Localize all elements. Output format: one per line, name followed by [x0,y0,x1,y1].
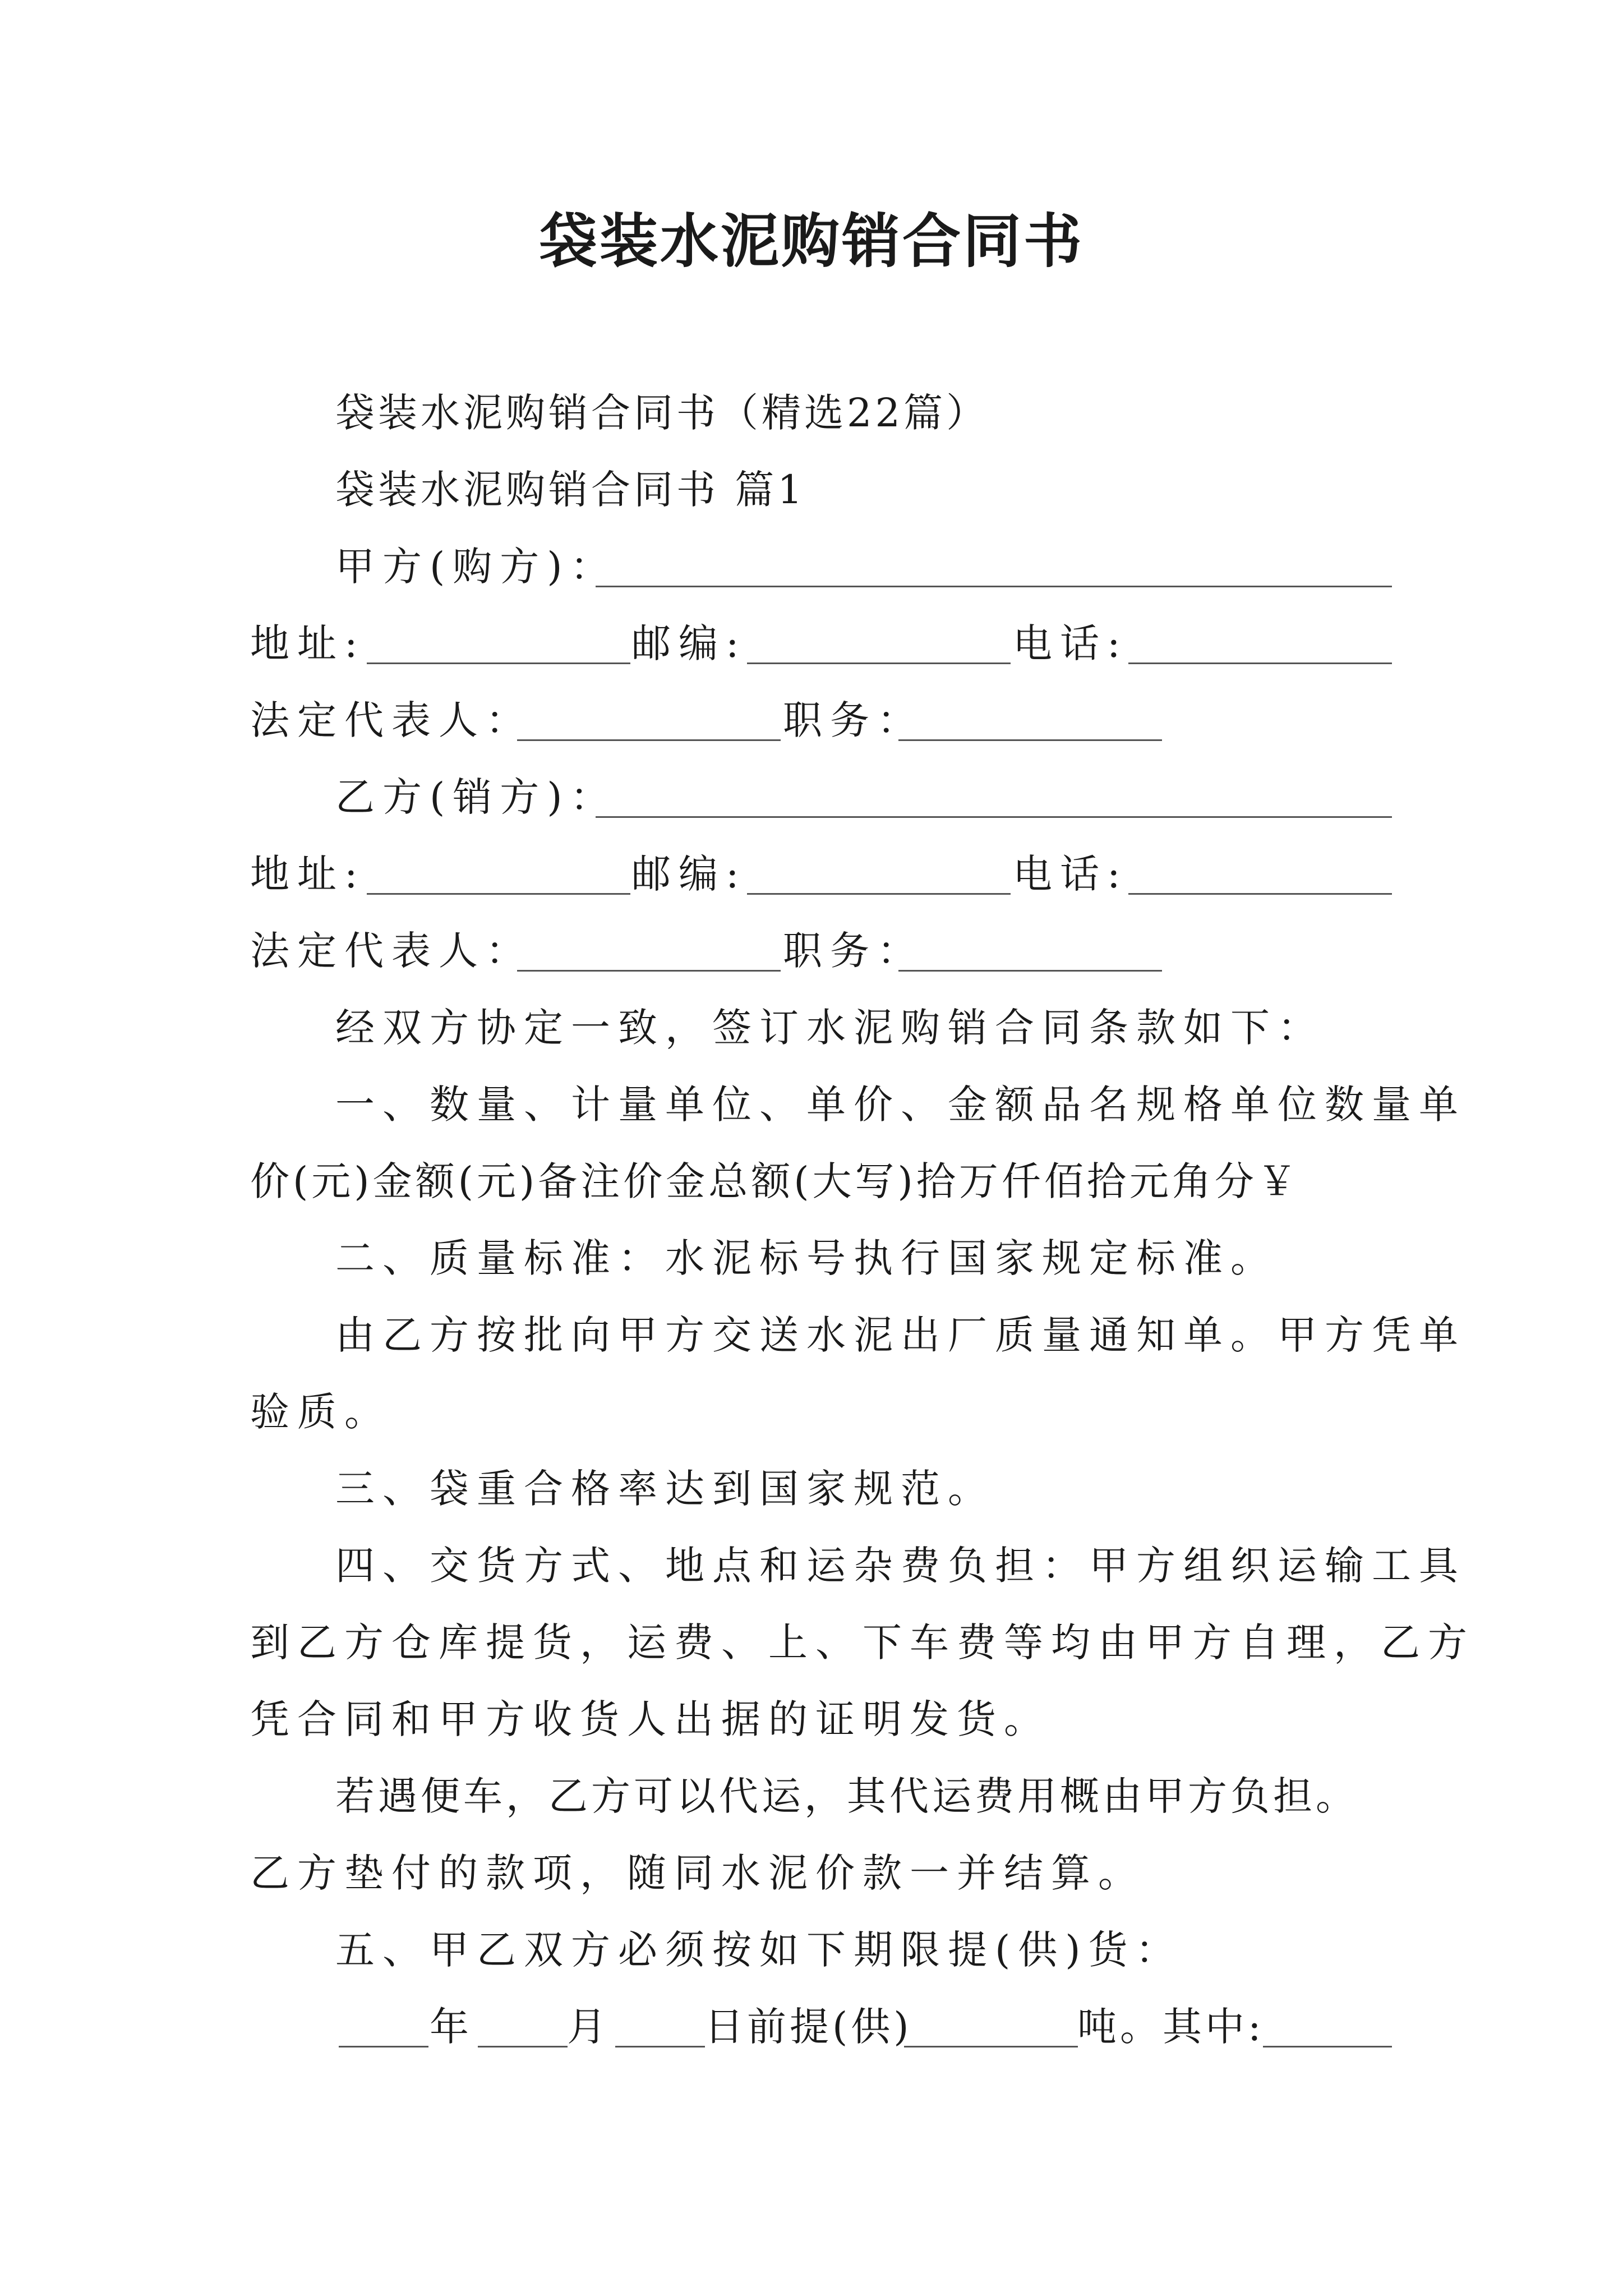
clause-1-line-2: 价(元)金额(元)备注价金总额(大写)拾万仟佰拾元角分￥ [250,1158,1300,1204]
part-heading: 袋装水泥购销合同书 篇1 [335,467,806,513]
party-a-address-line [250,605,1389,682]
address-blank [367,864,630,895]
clause-2: 二、质量标准：水泥标号执行国家规定标准。 [335,1235,1278,1281]
clause-4-line-1: 四、交货方式、地点和运杂费负担：甲方组织运输工具 [335,1543,1466,1589]
post-blank [898,941,1162,972]
clause-4-detail-line-2: 乙方垫付的款项，随同水泥价款一并结算。 [250,1850,1145,1896]
agreement-intro: 经双方协定一致，签订水泥购销合同条款如下： [335,1005,1325,1051]
post-label: 职务： [783,697,924,743]
document-body [250,375,1475,2065]
clause-2-detail-line-1: 由乙方按批向甲方交送水泥出厂质量通知单。甲方凭单 [335,1312,1466,1358]
rep-label: 法定代表人： [250,697,533,743]
phone-label: 电话: [1013,851,1128,897]
day-blank [615,2017,705,2047]
phone-blank [1128,633,1392,664]
document-title: 袋装水泥购销合同书 [538,206,1084,275]
party-a-blank [596,556,1392,587]
rep-blank [517,710,781,741]
party-a-line [250,528,1389,605]
ton-label: 吨。其中: [1077,2004,1265,2050]
zip-blank [747,633,1011,664]
clause-5: 五、甲乙双方必须按如下期限提(供)货： [335,1927,1183,1973]
party-a-rep-line [250,682,1389,759]
post-label: 职务： [783,928,924,974]
among-blank [1263,2017,1392,2047]
clause-3: 三、袋重合格率达到国家规范。 [335,1466,995,1512]
rep-label: 法定代表人： [250,928,533,974]
month-label: 月 [567,2004,614,2050]
phone-blank [1128,864,1392,895]
ton-blank [904,2017,1078,2047]
zip-label: 邮编: [631,620,747,666]
rep-blank [517,941,781,972]
party-b-label: 乙方(销方)： [335,774,617,820]
year-label: 年 [430,2004,477,2050]
delivery-schedule-line [250,1989,1389,2065]
address-label: 地址: [250,851,366,897]
clause-4-detail-line-1: 若遇便车，乙方可以代运，其代运费用概由甲方负担。 [335,1773,1358,1819]
party-a-label: 甲方(购方)： [335,544,617,590]
month-blank [478,2017,568,2047]
day-before-label: 日前提(供) [704,2004,912,2050]
zip-label: 邮编: [631,851,747,897]
party-b-blank [596,787,1392,818]
address-label: 地址: [250,620,366,666]
year-blank [339,2017,428,2047]
phone-label: 电话: [1013,620,1128,666]
party-b-rep-line [250,913,1389,990]
clause-2-detail-line-2: 验质。 [250,1389,391,1435]
subtitle: 袋装水泥购销合同书（精选22篇） [335,390,989,436]
party-b-address-line [250,836,1389,913]
clause-4-line-2: 到乙方仓库提货，运费、上、下车费等均由甲方自理，乙方 [250,1619,1475,1665]
clause-1-line-1: 一、数量、计量单位、单价、金额品名规格单位数量单 [335,1082,1466,1128]
zip-blank [747,864,1011,895]
party-b-line [250,759,1389,836]
address-blank [367,633,630,664]
post-blank [898,710,1162,741]
clause-4-line-3: 凭合同和甲方收货人出据的证明发货。 [250,1696,1051,1742]
